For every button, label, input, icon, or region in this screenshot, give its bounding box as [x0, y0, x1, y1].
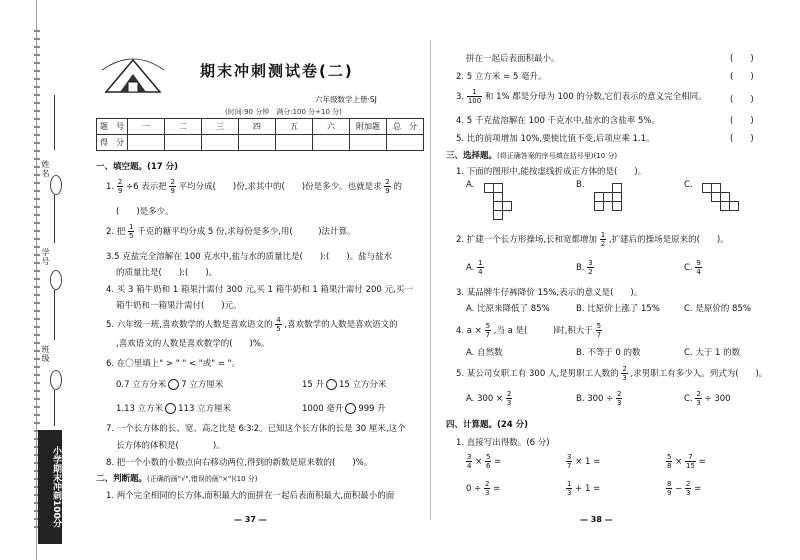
- fraction: [485, 453, 491, 470]
- numerator: 4: [276, 316, 281, 324]
- answer-circle[interactable]: [345, 403, 356, 414]
- fraction: [587, 259, 593, 276]
- name-label: 姓名: [41, 160, 50, 178]
- choice-option[interactable]: [576, 390, 622, 407]
- question-4-cont: 箱牛奶和一箱果汁需付( )元。: [116, 301, 242, 311]
- denominator: 6: [486, 462, 491, 470]
- score-input-cell[interactable]: [387, 135, 424, 151]
- denominator: 15: [686, 462, 695, 470]
- question-text: 和 1% 都是分母为 100 的分数,它们表示的意义完全相同。: [484, 92, 707, 102]
- denominator: 3: [484, 489, 490, 497]
- score-input-cell[interactable]: [276, 135, 313, 151]
- fraction: [685, 480, 691, 497]
- choice-5: [456, 365, 767, 382]
- fraction: [695, 390, 701, 407]
- operator: ×: [675, 457, 683, 467]
- operator: + 1 =: [575, 484, 601, 494]
- question-text: 5. 六年级一班,喜欢数学的人数是喜欢语文的: [106, 320, 273, 330]
- numerator: 1: [129, 223, 134, 231]
- exam-meta: (时间:90 分钟 满分:100 分+10 分): [225, 108, 342, 116]
- answer-paren[interactable]: ( ): [730, 134, 754, 144]
- choice-option[interactable]: [576, 259, 594, 276]
- fraction: [616, 390, 622, 407]
- denominator: 9: [117, 187, 123, 195]
- denominator: 2: [600, 240, 606, 248]
- fraction: [275, 316, 281, 333]
- numerator: 1: [478, 259, 483, 267]
- option-letter: B.: [576, 263, 585, 273]
- calc-item[interactable]: [566, 480, 600, 497]
- choice-2: [456, 231, 729, 248]
- seal-oval: [50, 175, 62, 195]
- denominator: 3: [696, 399, 701, 407]
- option-text: A. 300 ×: [466, 394, 504, 404]
- calc-item[interactable]: [666, 480, 701, 497]
- score-input-cell[interactable]: [202, 135, 239, 151]
- score-header-row: [97, 119, 424, 135]
- operator: =: [698, 457, 706, 467]
- id-label: 学号: [41, 248, 50, 266]
- question-4: 4. 买 3 箱牛奶和 1 箱果汁需付 300 元,买 1 箱牛奶和 1 箱果汁需付 200 元,买一: [106, 285, 413, 295]
- fraction: [117, 178, 123, 195]
- section-true-false: [96, 472, 258, 484]
- fraction: [596, 322, 602, 339]
- denominator: 4: [696, 268, 701, 276]
- question-text: 3.: [456, 92, 465, 102]
- question-1-cont: ( )是多少。: [116, 207, 174, 217]
- fraction: [666, 480, 672, 497]
- compare-right: 999 升: [358, 404, 386, 414]
- numerator: 1: [467, 88, 482, 97]
- fraction: [128, 223, 134, 240]
- seal-oval: [50, 370, 62, 390]
- question-text: 千克的糖平均分成 5 份,求每份是多少,用( )法计算。: [137, 227, 356, 237]
- question-6: 6. 在〇里填上" > " " < "或" = "。: [106, 359, 241, 369]
- compare-left: 1000 毫升: [302, 404, 344, 414]
- score-input-cell[interactable]: [239, 135, 276, 151]
- denominator: 8: [667, 462, 672, 470]
- choice-option[interactable]: A. 比原来降低了 85%: [466, 304, 550, 314]
- question-7-cont: 长方体的体积是( )。: [116, 441, 225, 451]
- table-cell: 六: [313, 119, 350, 135]
- compare-item: [116, 402, 231, 414]
- option-text: C.: [684, 394, 693, 404]
- numerator: 5: [596, 322, 602, 330]
- numerator: 3: [567, 453, 572, 461]
- choice-option[interactable]: C. 大于 1 的数: [684, 348, 741, 358]
- fraction: [695, 259, 701, 276]
- choice-option[interactable]: [466, 259, 484, 276]
- question-5-cont: ,喜欢语文的人数是喜欢数学的( )%。: [116, 339, 270, 349]
- operator: =: [494, 457, 502, 467]
- score-table: [96, 118, 424, 151]
- fraction: [621, 365, 627, 382]
- numerator: 2: [170, 178, 175, 186]
- numerator: 2: [686, 480, 691, 488]
- choice-option[interactable]: A. 自然数: [466, 348, 503, 358]
- score-input-cell[interactable]: [313, 135, 350, 151]
- choice-4: [456, 322, 602, 339]
- denominator: 4: [478, 268, 483, 276]
- table-cell: 二: [165, 119, 202, 135]
- compare-right: 7 立方厘米: [181, 380, 224, 390]
- fraction: [466, 453, 472, 470]
- fraction: [506, 390, 512, 407]
- table-cell: 五: [276, 119, 313, 135]
- denominator: 3: [686, 489, 691, 497]
- class-label: 班级: [41, 345, 50, 363]
- question-text: ,喜欢数学的人数是喜欢语文的: [284, 320, 398, 330]
- calc-item[interactable]: [566, 453, 600, 470]
- compare-item: [116, 378, 223, 390]
- judge-2: 2. 5 立方米 = 5 毫升。: [456, 72, 547, 82]
- choice-option[interactable]: [684, 259, 702, 276]
- fraction: [566, 480, 572, 497]
- calc-1: 1. 直接写出得数。(6 分): [456, 438, 550, 448]
- id-line: [54, 195, 55, 243]
- fraction: [566, 453, 572, 470]
- table-cell: 附加题: [350, 119, 387, 135]
- question-text: 5. 某公司女职工有 300 人,是男职工人数的: [456, 369, 619, 379]
- table-cell: 三: [202, 119, 239, 135]
- calc-item[interactable]: [466, 480, 500, 497]
- page-number-right: — 38 —: [580, 515, 613, 524]
- option-text: ÷ 300: [704, 394, 731, 404]
- option-label: A.: [466, 180, 475, 190]
- denominator: 7: [485, 331, 491, 339]
- judge-4: 4. 5 千克盐溶解在 100 千克水中,盐水的含盐率 5%。: [456, 116, 660, 126]
- denominator: 2: [588, 268, 593, 276]
- answer-circle[interactable]: [165, 403, 176, 414]
- numerator: 7: [685, 453, 696, 462]
- table-cell: 题 号: [97, 119, 128, 135]
- operator: ×: [475, 457, 483, 467]
- question-text: 2. 扩建一个长方形操场,长和宽都增加: [456, 235, 598, 245]
- denominator: 3: [622, 374, 627, 382]
- name-line: [54, 95, 55, 150]
- judge-5: 5. 比的前项增加 10%,要使比值不变,后项应乘 1.1。: [456, 134, 655, 144]
- denominator: 3: [567, 489, 572, 497]
- section-note: (正确的画"√",错误的画"×")(10 分): [147, 475, 258, 483]
- numerator: 2: [117, 178, 123, 186]
- compare-left: 1.13 立方米: [116, 404, 164, 414]
- question-2: [106, 223, 356, 240]
- question-text: ÷6 表示把: [126, 182, 167, 192]
- answer-paren[interactable]: ( ): [730, 116, 754, 126]
- answer-paren[interactable]: ( ): [730, 95, 754, 105]
- denominator: 4: [467, 462, 472, 470]
- section-title: 二、判断题。: [96, 474, 148, 484]
- class-line: [54, 290, 55, 340]
- compare-item: [302, 402, 386, 414]
- section-choice: [446, 149, 617, 161]
- section-title: 三、选择题。: [446, 151, 498, 161]
- numerator: 3: [467, 453, 472, 461]
- question-text: 1.: [106, 182, 115, 192]
- denominator: 5: [129, 232, 134, 240]
- question-text: 平均分成( )份,求其中的( )份是多少。也就是求: [178, 182, 382, 192]
- option-label: C.: [684, 180, 693, 190]
- binding-strip: [10, 0, 37, 560]
- question-text: ,当 a 是( )时,积大于: [493, 326, 593, 336]
- compare-right: 15 立方分米: [339, 380, 387, 390]
- page-number-left: — 37 —: [234, 515, 267, 524]
- question-text: 的: [393, 182, 402, 192]
- school-line: [54, 390, 55, 426]
- numerator: 2: [506, 390, 512, 398]
- compare-left: 15 升: [302, 380, 325, 390]
- denominator: 9: [385, 187, 390, 195]
- section-fill-blank: 一、填空题。(17 分): [96, 162, 179, 172]
- question-3: 3.5 克盐完全溶解在 100 克水中,盐与水的质量比是( ):( )。盐与盐水: [106, 252, 393, 262]
- numerator: 2: [617, 390, 622, 398]
- numerator: 2: [696, 390, 701, 398]
- numerator: 9: [696, 259, 701, 267]
- question-8: 8. 把一个小数的小数点向右移动两位,得到的新数是原来数的( )%。: [106, 458, 373, 468]
- calc-item[interactable]: [666, 453, 706, 470]
- numerator: 3: [588, 259, 593, 267]
- question-text: 4. a ×: [456, 326, 482, 336]
- question-text: ,扩建后的操场是原来的( )。: [608, 235, 729, 245]
- operator: −: [675, 484, 683, 494]
- denominator: 100: [467, 97, 482, 105]
- section-note: (将正确答案的序号填在括号里)(10 分): [497, 152, 618, 160]
- fraction: [600, 231, 606, 248]
- numerator: 5: [485, 322, 491, 330]
- operator: =: [694, 484, 702, 494]
- judge-3: [456, 88, 707, 105]
- fraction: [484, 480, 490, 497]
- compare-left: 0.7 立方分米: [116, 380, 167, 390]
- fraction: [169, 178, 175, 195]
- numerator: 5: [486, 453, 491, 461]
- option-text: B. 300 ÷: [576, 394, 614, 404]
- table-cell: 总 分: [387, 119, 424, 135]
- denominator: 3: [506, 399, 512, 407]
- fraction: [467, 88, 482, 105]
- numerator: 2: [484, 480, 490, 488]
- page-title: 期末冲刺测试卷(二): [200, 62, 354, 80]
- table-cell: 一: [128, 119, 165, 135]
- question-text: 2. 把: [106, 227, 126, 237]
- choice-option[interactable]: [684, 390, 731, 407]
- question-3-cont: 的质量比是( ):( )。: [116, 268, 218, 278]
- score-input-cell[interactable]: [128, 135, 165, 151]
- answer-paren[interactable]: ( ): [730, 72, 754, 82]
- choice-option[interactable]: B. 比原价上涨了 15%: [576, 304, 660, 314]
- calc-item[interactable]: [466, 453, 501, 470]
- denominator: 7: [596, 331, 602, 339]
- subtitle: 六年级数学上册·SJ: [315, 95, 377, 104]
- operator: × 1 =: [575, 457, 601, 467]
- numerator: 2: [622, 365, 627, 373]
- brand-tab: 小学期末冲刺100分: [38, 430, 62, 544]
- choice-option[interactable]: C. 是原价的 85%: [684, 304, 751, 314]
- fraction: [485, 322, 491, 339]
- option-letter: C.: [684, 263, 693, 273]
- answer-circle[interactable]: [168, 379, 179, 390]
- operator: =: [493, 484, 501, 494]
- denominator: 5: [276, 325, 281, 333]
- compare-item: [302, 378, 387, 390]
- choice-1: 1. 下面的图形中,能按虚线折成正方体的是( )。: [456, 167, 647, 177]
- denominator: 3: [617, 399, 622, 407]
- table-cell: 得 分: [97, 135, 128, 151]
- operator: 0 ÷: [466, 484, 482, 494]
- fraction: [666, 453, 672, 470]
- numerator: 1: [600, 231, 606, 239]
- fraction: [384, 178, 390, 195]
- question-1: [106, 178, 402, 195]
- judge-1: 1. 两个完全相同的长方体,面积最大的面拼在一起后表面积最大,面积最小的面: [106, 491, 395, 501]
- score-row: [97, 135, 424, 151]
- page-divider: [430, 40, 431, 520]
- score-input-cell[interactable]: [350, 135, 387, 151]
- table-cell: 四: [239, 119, 276, 135]
- seal-oval: [50, 270, 62, 290]
- numerator: 2: [385, 178, 390, 186]
- fraction: [477, 259, 483, 276]
- option-letter: A.: [466, 263, 475, 273]
- question-5: [106, 316, 398, 333]
- choice-option[interactable]: [466, 390, 512, 407]
- denominator: 9: [170, 187, 175, 195]
- answer-circle[interactable]: [326, 379, 337, 390]
- numerator: 1: [567, 480, 572, 488]
- judge-1-cont: 拼在一起后表面积最小。: [466, 54, 560, 64]
- numerator: 5: [667, 453, 672, 461]
- question-text: ,求男职工有多少人。列式为( )。: [630, 369, 768, 379]
- denominator: 9: [667, 489, 672, 497]
- section-calc: 四、计算题。(24 分): [446, 420, 529, 430]
- score-input-cell[interactable]: [165, 135, 202, 151]
- logo-badge: [98, 52, 168, 102]
- question-7: 7. 一个长方体的长、宽、高之比是 6∶3∶2。已知这个长方体的长是 30 厘米,这个: [106, 424, 406, 434]
- option-label: B.: [576, 180, 585, 190]
- numerator: 8: [667, 480, 672, 488]
- choice-3: 3. 某品牌牛仔裤降价 15%,表示的意义是( )。: [456, 288, 643, 298]
- compare-right: 113 立方厘米: [178, 404, 232, 414]
- denominator: 7: [567, 462, 572, 470]
- answer-paren[interactable]: ( ): [730, 54, 754, 64]
- fraction: [685, 453, 696, 470]
- choice-option[interactable]: B. 不等于 0 的数: [576, 348, 641, 358]
